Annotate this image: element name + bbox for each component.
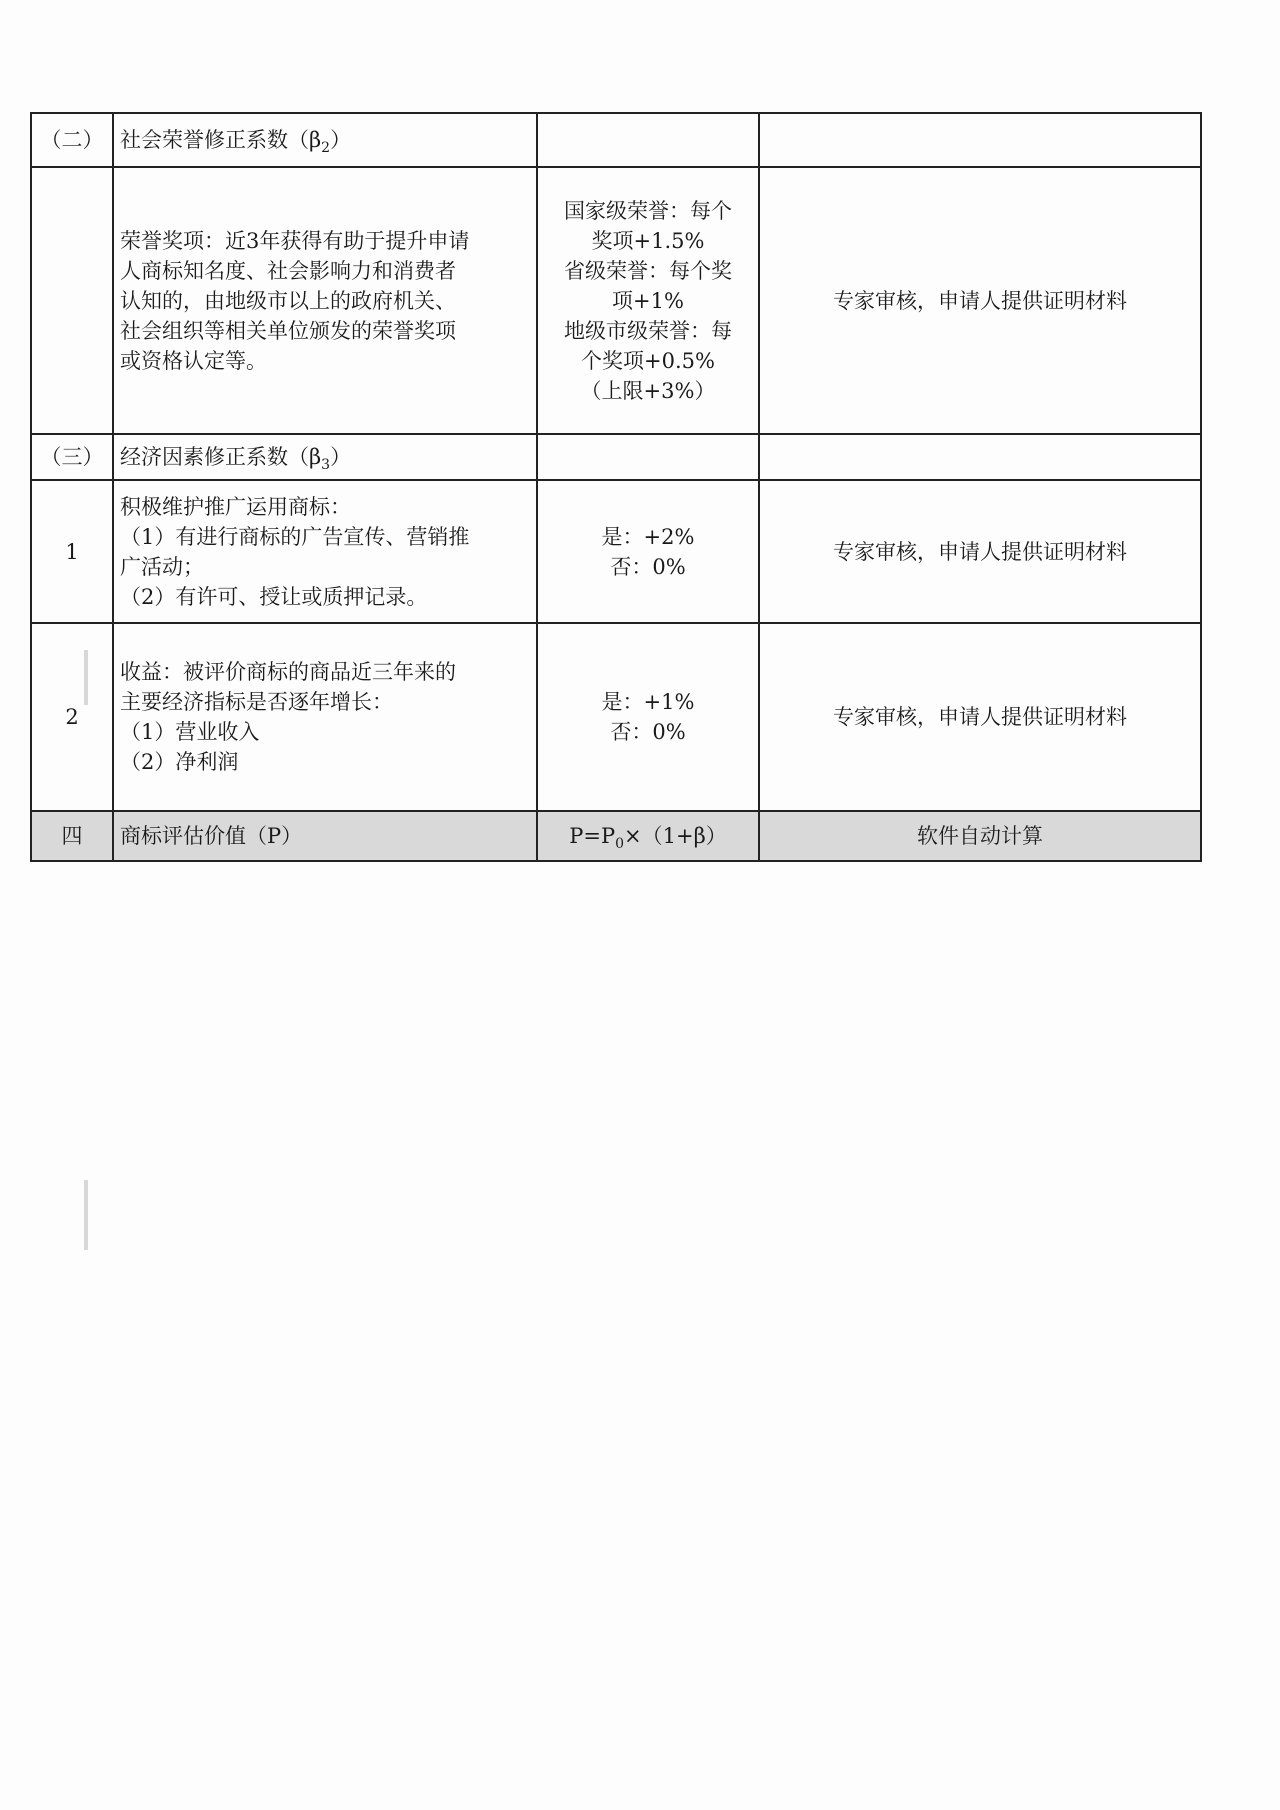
table-row-valuation-total	[31, 811, 1201, 861]
calculation-method: 软件自动计算	[759, 811, 1201, 861]
score-rule: 是：+1% 否：0%	[537, 623, 759, 811]
row-index: （三）	[31, 434, 113, 480]
score-rule: 是：+2% 否：0%	[537, 480, 759, 623]
item-description: 积极维护推广运用商标： （1）有进行商标的广告宣传、营销推 广活动； （2）有许可、授让或质押记录。	[113, 480, 537, 623]
table-row-trademark-promotion	[31, 480, 1201, 623]
item-description: 荣誉奖项：近3年获得有助于提升申请 人商标知名度、社会影响力和消费者 认知的，由地级市以上的政府机关、 社会组织等相关单位颁发的荣誉奖项 或资格认定等。	[113, 167, 537, 434]
row-index: 四	[31, 811, 113, 861]
method-cell	[759, 113, 1201, 167]
review-method: 专家审核，申请人提供证明材料	[759, 623, 1201, 811]
review-method: 专家审核，申请人提供证明材料	[759, 480, 1201, 623]
valuation-title: 商标评估价值（P）	[113, 811, 537, 861]
section-row-social-honor	[31, 113, 1201, 167]
score-cell	[537, 434, 759, 480]
table-row-revenue-growth	[31, 623, 1201, 811]
method-cell	[759, 434, 1201, 480]
section-title: 社会荣誉修正系数$(\beta_2)$	[113, 113, 537, 167]
row-index: 2	[31, 623, 113, 811]
row-index: 1	[31, 480, 113, 623]
score-cell	[537, 113, 759, 167]
table-row-honor-awards	[31, 167, 1201, 434]
evaluation-table	[30, 112, 1202, 862]
section-title: 经济因素修正系数$(\beta_3)$	[113, 434, 537, 480]
valuation-formula: $P=P_0\times(1+\beta)$	[537, 811, 759, 861]
score-rule: 国家级荣誉：每个 奖项+1.5% 省级荣誉：每个奖 项+1% 地级市级荣誉：每 个奖项+0.5% （上限+3%）	[537, 167, 759, 434]
section-row-economic-factors	[31, 434, 1201, 480]
item-description: 收益：被评价商标的商品近三年来的 主要经济指标是否逐年增长： （1）营业收入 （2）净利润	[113, 623, 537, 811]
review-method: 专家审核，申请人提供证明材料	[759, 167, 1201, 434]
row-index	[31, 167, 113, 434]
row-index: （二）	[31, 113, 113, 167]
scan-artifact	[84, 1180, 88, 1250]
